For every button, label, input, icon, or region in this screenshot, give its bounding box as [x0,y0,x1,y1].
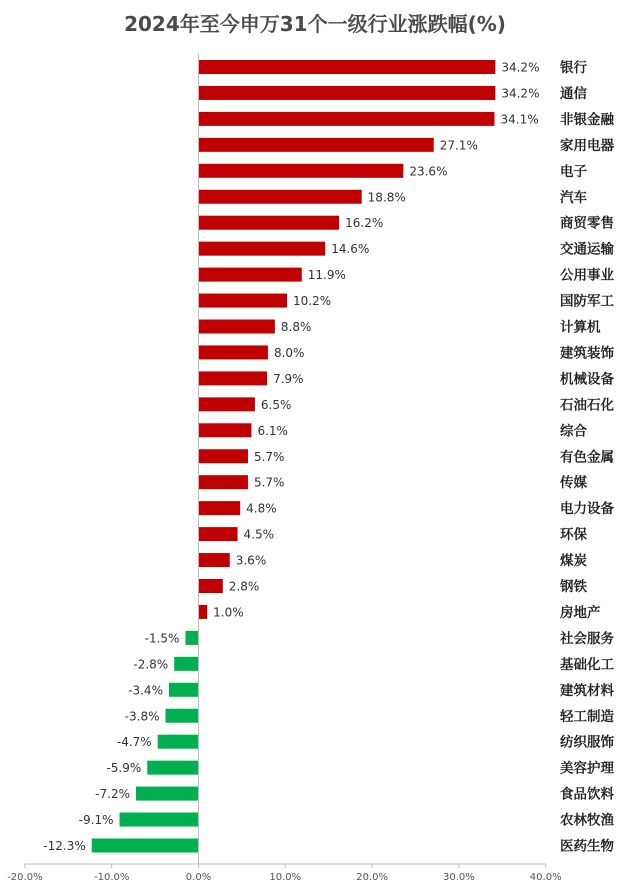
data-label: 5.7% [253,475,285,490]
data-label: 11.9% [307,268,346,283]
data-label: 8.0% [273,345,305,360]
bar [92,839,199,853]
category-label: 计算机 [560,319,601,336]
data-label: 3.6% [235,553,267,568]
data-label: 6.5% [260,397,292,412]
data-label: -3.8% [124,709,160,724]
data-label: 23.6% [409,164,448,179]
data-label: 34.1% [500,112,539,127]
bar [199,475,248,489]
bar [174,657,198,671]
data-label: -5.9% [106,761,142,776]
x-tick-label: 0.0% [185,872,212,883]
data-label: 8.8% [280,320,312,334]
chart-title: 2024年至今申万31个一级行业涨跌幅(%) [124,12,506,36]
bar [199,60,496,74]
x-tick-label: -20.0% [7,872,43,883]
category-label: 汽车 [560,189,587,206]
category-label: 农林牧渔 [560,812,614,829]
category-label: 房地产 [560,604,601,621]
bar [199,371,268,385]
data-label: -12.3% [43,839,86,853]
category-label: 非银金融 [560,111,614,128]
data-label: -3.4% [128,683,163,698]
category-label: 纺织服饰 [560,734,614,751]
bar [199,294,288,308]
data-label: 6.1% [257,423,288,438]
data-label: -4.7% [116,735,152,750]
bar [199,216,340,230]
bar [199,242,326,256]
bar [199,320,275,334]
x-tick-label: 10.0% [269,872,302,883]
bar [199,501,241,515]
bar [199,527,238,541]
data-label: -2.8% [133,657,169,672]
bar [169,683,199,697]
bar [166,709,199,723]
category-label: 石油石化 [560,397,614,414]
data-label: -7.2% [95,787,131,802]
category-label: 国防军工 [560,293,614,310]
category-label: 基础化工 [560,656,614,673]
category-label: 社会服务 [560,630,614,647]
data-label: 5.7% [253,449,285,464]
data-label: -9.1% [78,813,114,828]
data-label: 1.0% [213,605,244,620]
bar [136,787,198,801]
bar [185,631,198,645]
category-label: 环保 [560,527,587,544]
bar [199,164,404,178]
bar [199,112,495,126]
data-label: 7.9% [273,371,304,386]
bar [199,138,434,152]
data-label: 34.2% [501,60,540,75]
x-tick-label: 30.0% [443,872,475,883]
category-label: 医药生物 [560,838,614,855]
data-label: 2.8% [228,579,260,594]
data-label: 4.8% [246,501,277,516]
bar [199,268,302,282]
bar [199,605,208,619]
x-tick-label: 20.0% [356,872,388,883]
category-label: 机械设备 [560,371,614,388]
x-tick-label: -10.0% [94,872,130,883]
bar [199,86,496,100]
category-label: 银行 [560,60,587,76]
category-label: 轻工制造 [560,708,614,725]
data-label: 34.2% [501,86,540,101]
data-label: -1.5% [144,631,180,646]
category-label: 建筑装饰 [560,345,614,362]
bar [147,761,198,775]
category-label: 综合 [560,423,587,440]
bar [199,345,268,359]
data-label: 16.2% [345,216,384,231]
data-label: 14.6% [331,242,370,257]
category-label: 建筑材料 [560,682,614,699]
category-label: 钢铁 [560,579,587,595]
category-label: 美容护理 [560,760,614,777]
category-label: 通信 [560,85,587,102]
category-label: 商贸零售 [560,215,614,232]
bar [199,190,362,204]
data-label: 18.8% [367,190,406,205]
category-label: 电子 [560,163,587,180]
bar [158,735,199,749]
bar [199,449,248,463]
category-label: 交通运输 [560,241,614,258]
bar [120,813,199,827]
data-label: 10.2% [293,294,332,309]
category-label: 煤炭 [560,553,587,570]
data-label: 4.5% [243,527,275,542]
category-label: 食品饮料 [560,786,614,803]
x-tick-label: 40.0% [529,872,562,883]
category-label: 家用电器 [560,137,614,154]
category-label: 公用事业 [560,267,614,284]
category-label: 传媒 [560,475,587,492]
bar [199,579,223,593]
bar [199,397,255,411]
bar [199,553,230,567]
category-label: 电力设备 [560,501,614,518]
category-label: 有色金属 [560,449,614,466]
bar [199,423,252,437]
data-label: 27.1% [439,138,478,153]
